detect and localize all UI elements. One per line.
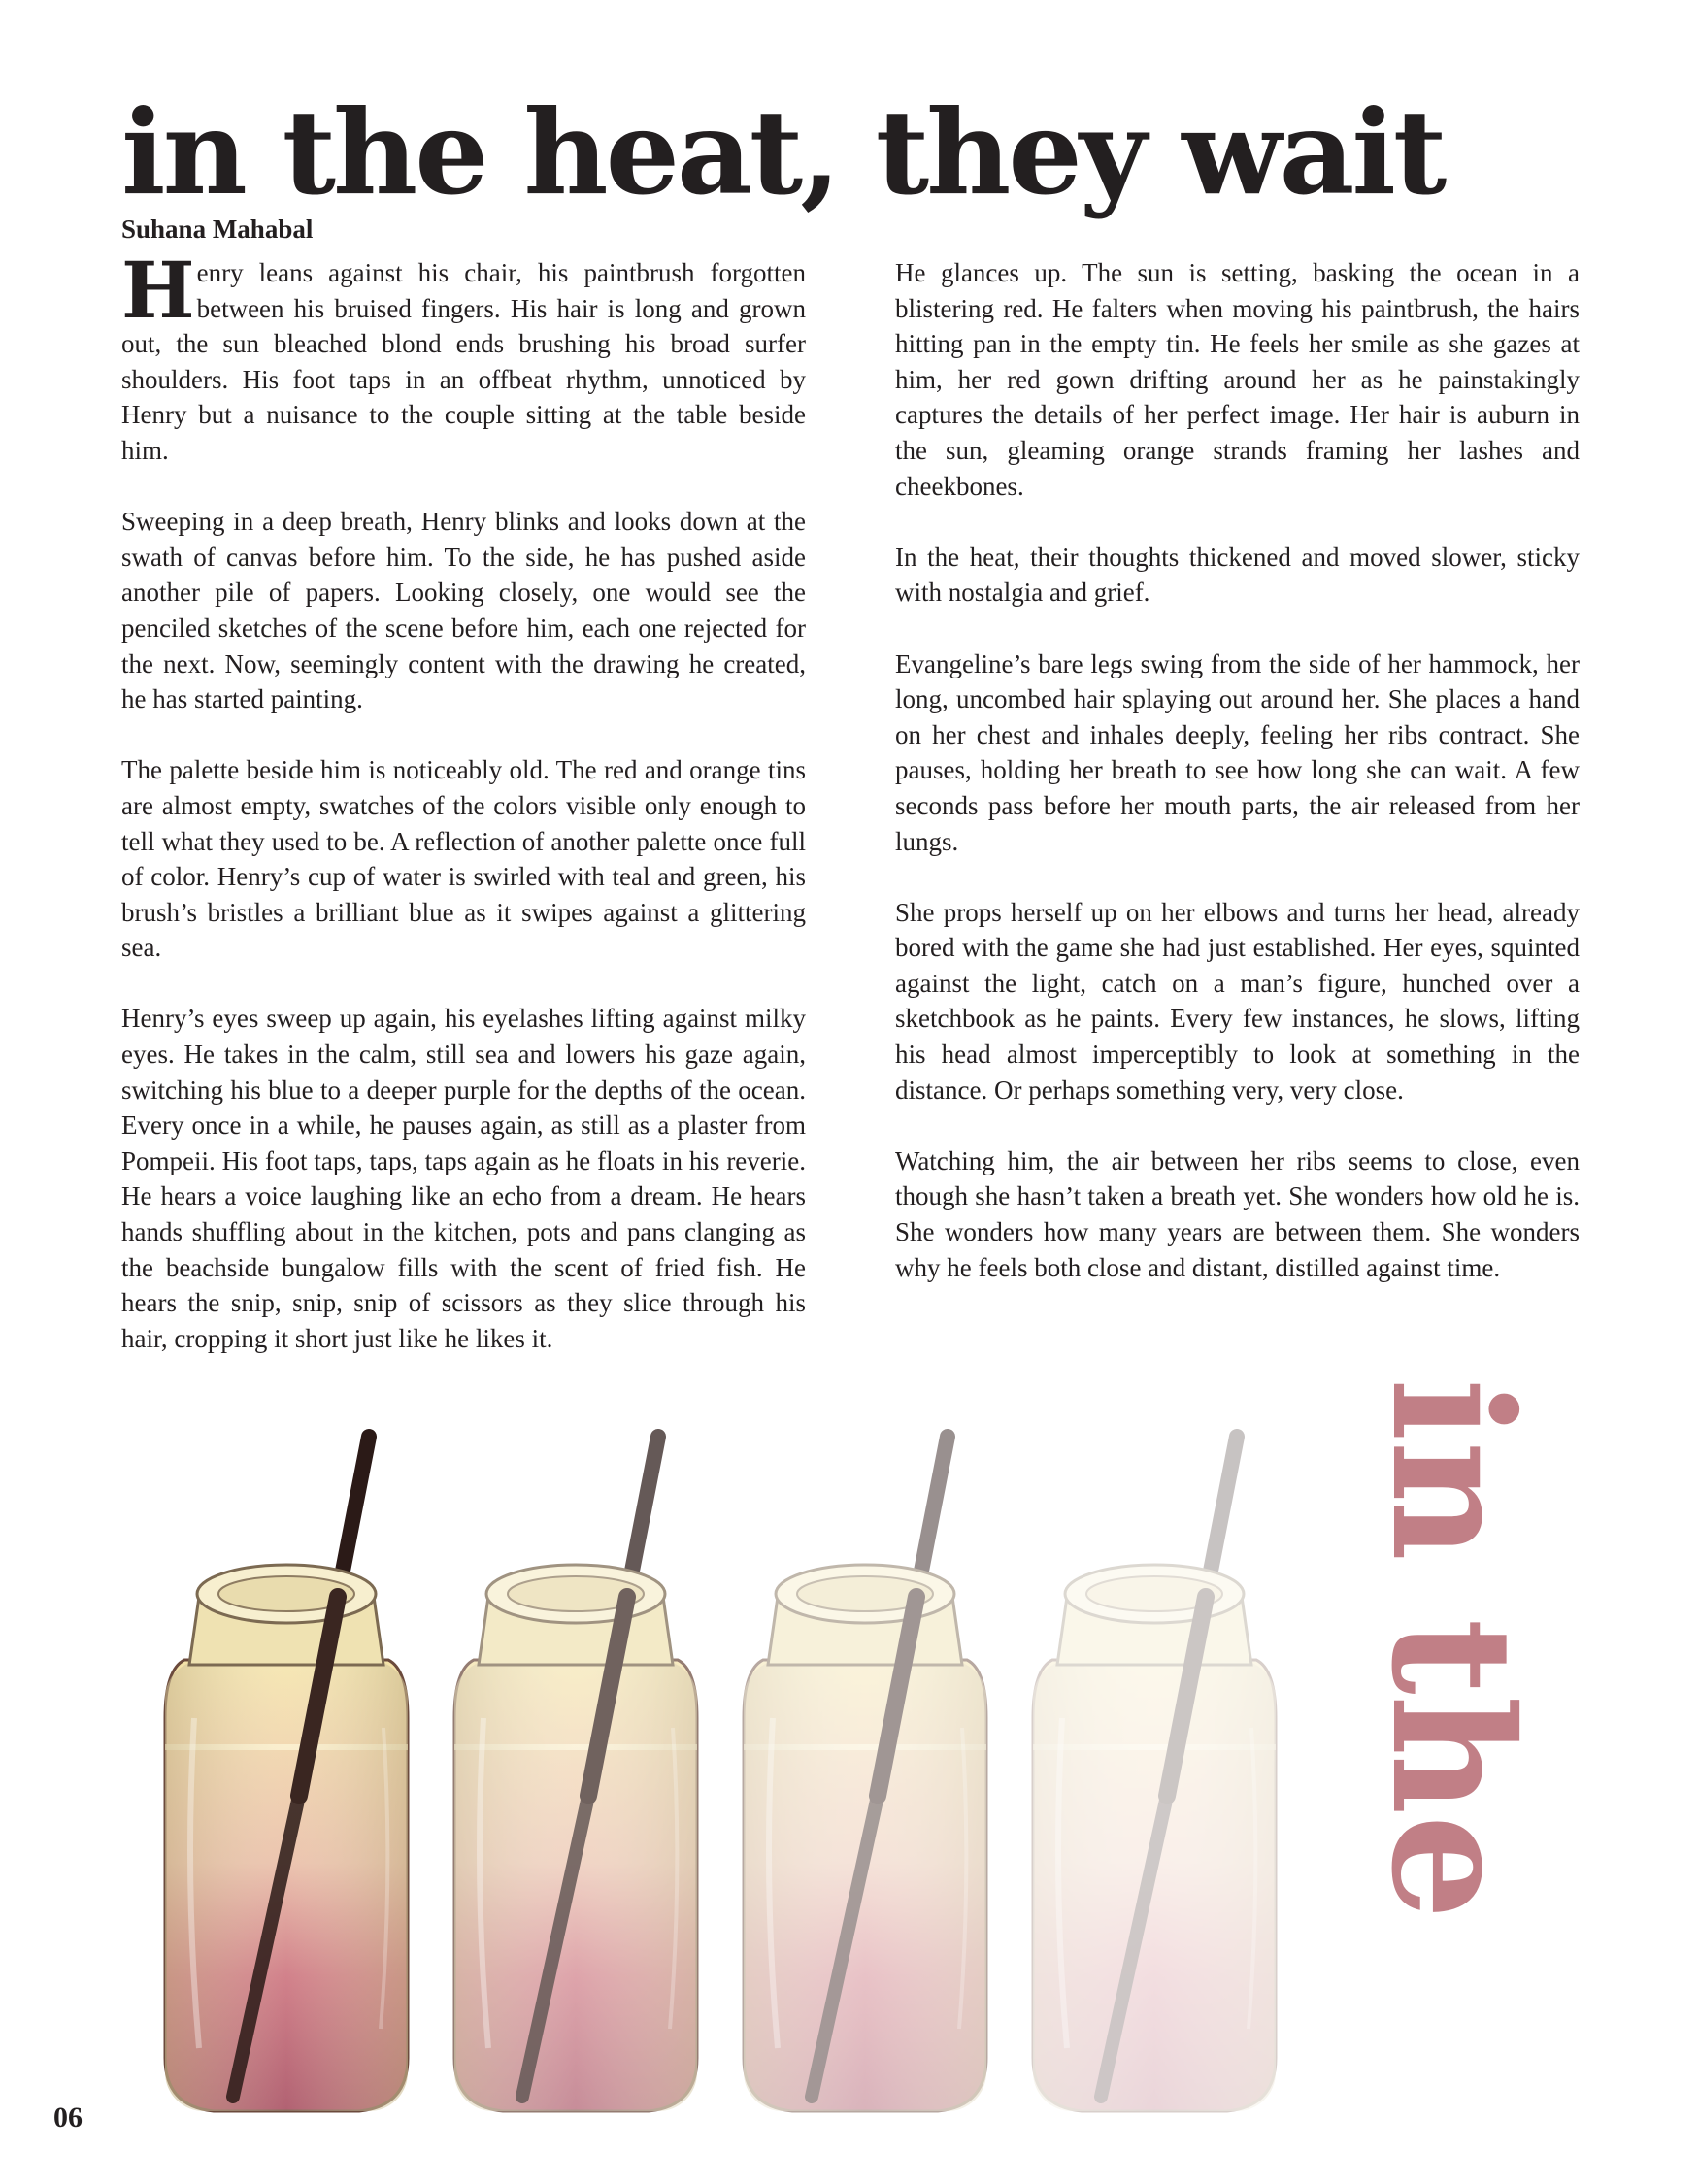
paragraph: Evangeline’s bare legs swing from the side of her hammock, her long, uncombed hair splaying out around her. She places a hand on her chest and inhales deeply, feeling her ribs contract. She pauses, holding her breath to see how long she can wait. A few seconds pass before her mouth parts, the air released from her lungs. (895, 648, 1580, 856)
left-column (121, 245, 806, 1392)
paint-jar-3 (744, 1437, 986, 2111)
paragraph-text: enry leans against his chair, his paintbrush forgotten between his bruised fingers. His hair is long and grown out, the sun bleached blond ends brushing his broad surfer shoulders. His foot taps in an offbeat rhythm, unnoticed by Henry but a nuisance to the couple sitting at the table beside him. (121, 258, 806, 465)
paragraph: He glances up. The sun is setting, basking the ocean in a blistering red. He falters when moving his paintbrush, the hairs hitting pan in the empty tin. He feels her smile as she gazes at him, her red gown drifting around her as he painstakingly captures the details of her perfect image. Her hair is auburn in the sun, gleaming orange strands framing her lashes and cheekbones. (895, 258, 1580, 501)
article-title: in the heat, they wait (121, 84, 1445, 221)
paragraph: In the heat, their thoughts thickened and moved slower, sticky with nostalgia and grief. (895, 542, 1580, 608)
paragraph: She props herself up on her elbows and turns her head, already bored with the game she had just established. Her eyes, squinted against the light, catch on a man’s figure, hunched over a sketchbook as he paints. Every few instances, he slows, lifting his head almost imperceptibly to look at something in the distance. Or perhaps something very, very close. (895, 897, 1580, 1105)
vertical-display-text (1349, 1378, 1553, 2135)
paragraph: Henry’s eyes sweep up again, his eyelashes lifting against milky eyes. He takes in the calm, still sea and lowers his gaze again, switching his blue to a deeper purple for the depths of the ocean. Every once in a while, he pauses again, as still as a plaster from Pompeii. His foot taps, taps, taps again as he floats in his reverie. He hears a voice laughing like an echo from a dream. He hears hands shuffling about in the kitchen, pots and pans clanging as the beachside bungalow fills with the scent of fried fish. He hears the snip, snip, snip of scissors as they slice through his hair, cropping it short just like he likes it. (121, 1004, 806, 1353)
drop-cap: H (121, 245, 195, 336)
jar-illustration (126, 1427, 1301, 2131)
paragraph: The palette beside him is noticeably old. The red and orange tins are almost empty, swatches of the colors visible only enough to tell what they used to be. A reflection of another palette once full of color. Henry’s cup of water is swirled with teal and green, his brush’s bristles a brilliant blue as it swipes against a glittering sea. (121, 755, 806, 963)
vertical-text-label: in the (1354, 1378, 1549, 1920)
paragraph (121, 245, 806, 469)
paint-jar-4 (1033, 1437, 1276, 2111)
paragraph: Watching him, the air between her ribs seems to close, even though she hasn’t taken a breath yet. She wonders how old he is. She wonders how many years are between them. She wonders why he feels both close and distant, distilled against time. (895, 1145, 1580, 1282)
paint-jar-2 (454, 1437, 697, 2111)
paint-jar-1 (165, 1437, 408, 2111)
page-number: 06 (53, 2101, 83, 2134)
right-column (895, 255, 1580, 1321)
author-byline: Suhana Mahabal (121, 215, 314, 244)
paragraph: Sweeping in a deep breath, Henry blinks and looks down at the swath of canvas before him. To the side, he has pushed aside another pile of papers. Looking closely, one would see the penciled sketches of the scene before him, each one rejected for the next. Now, seemingly content with the drawing he created, he has started painting. (121, 507, 806, 714)
